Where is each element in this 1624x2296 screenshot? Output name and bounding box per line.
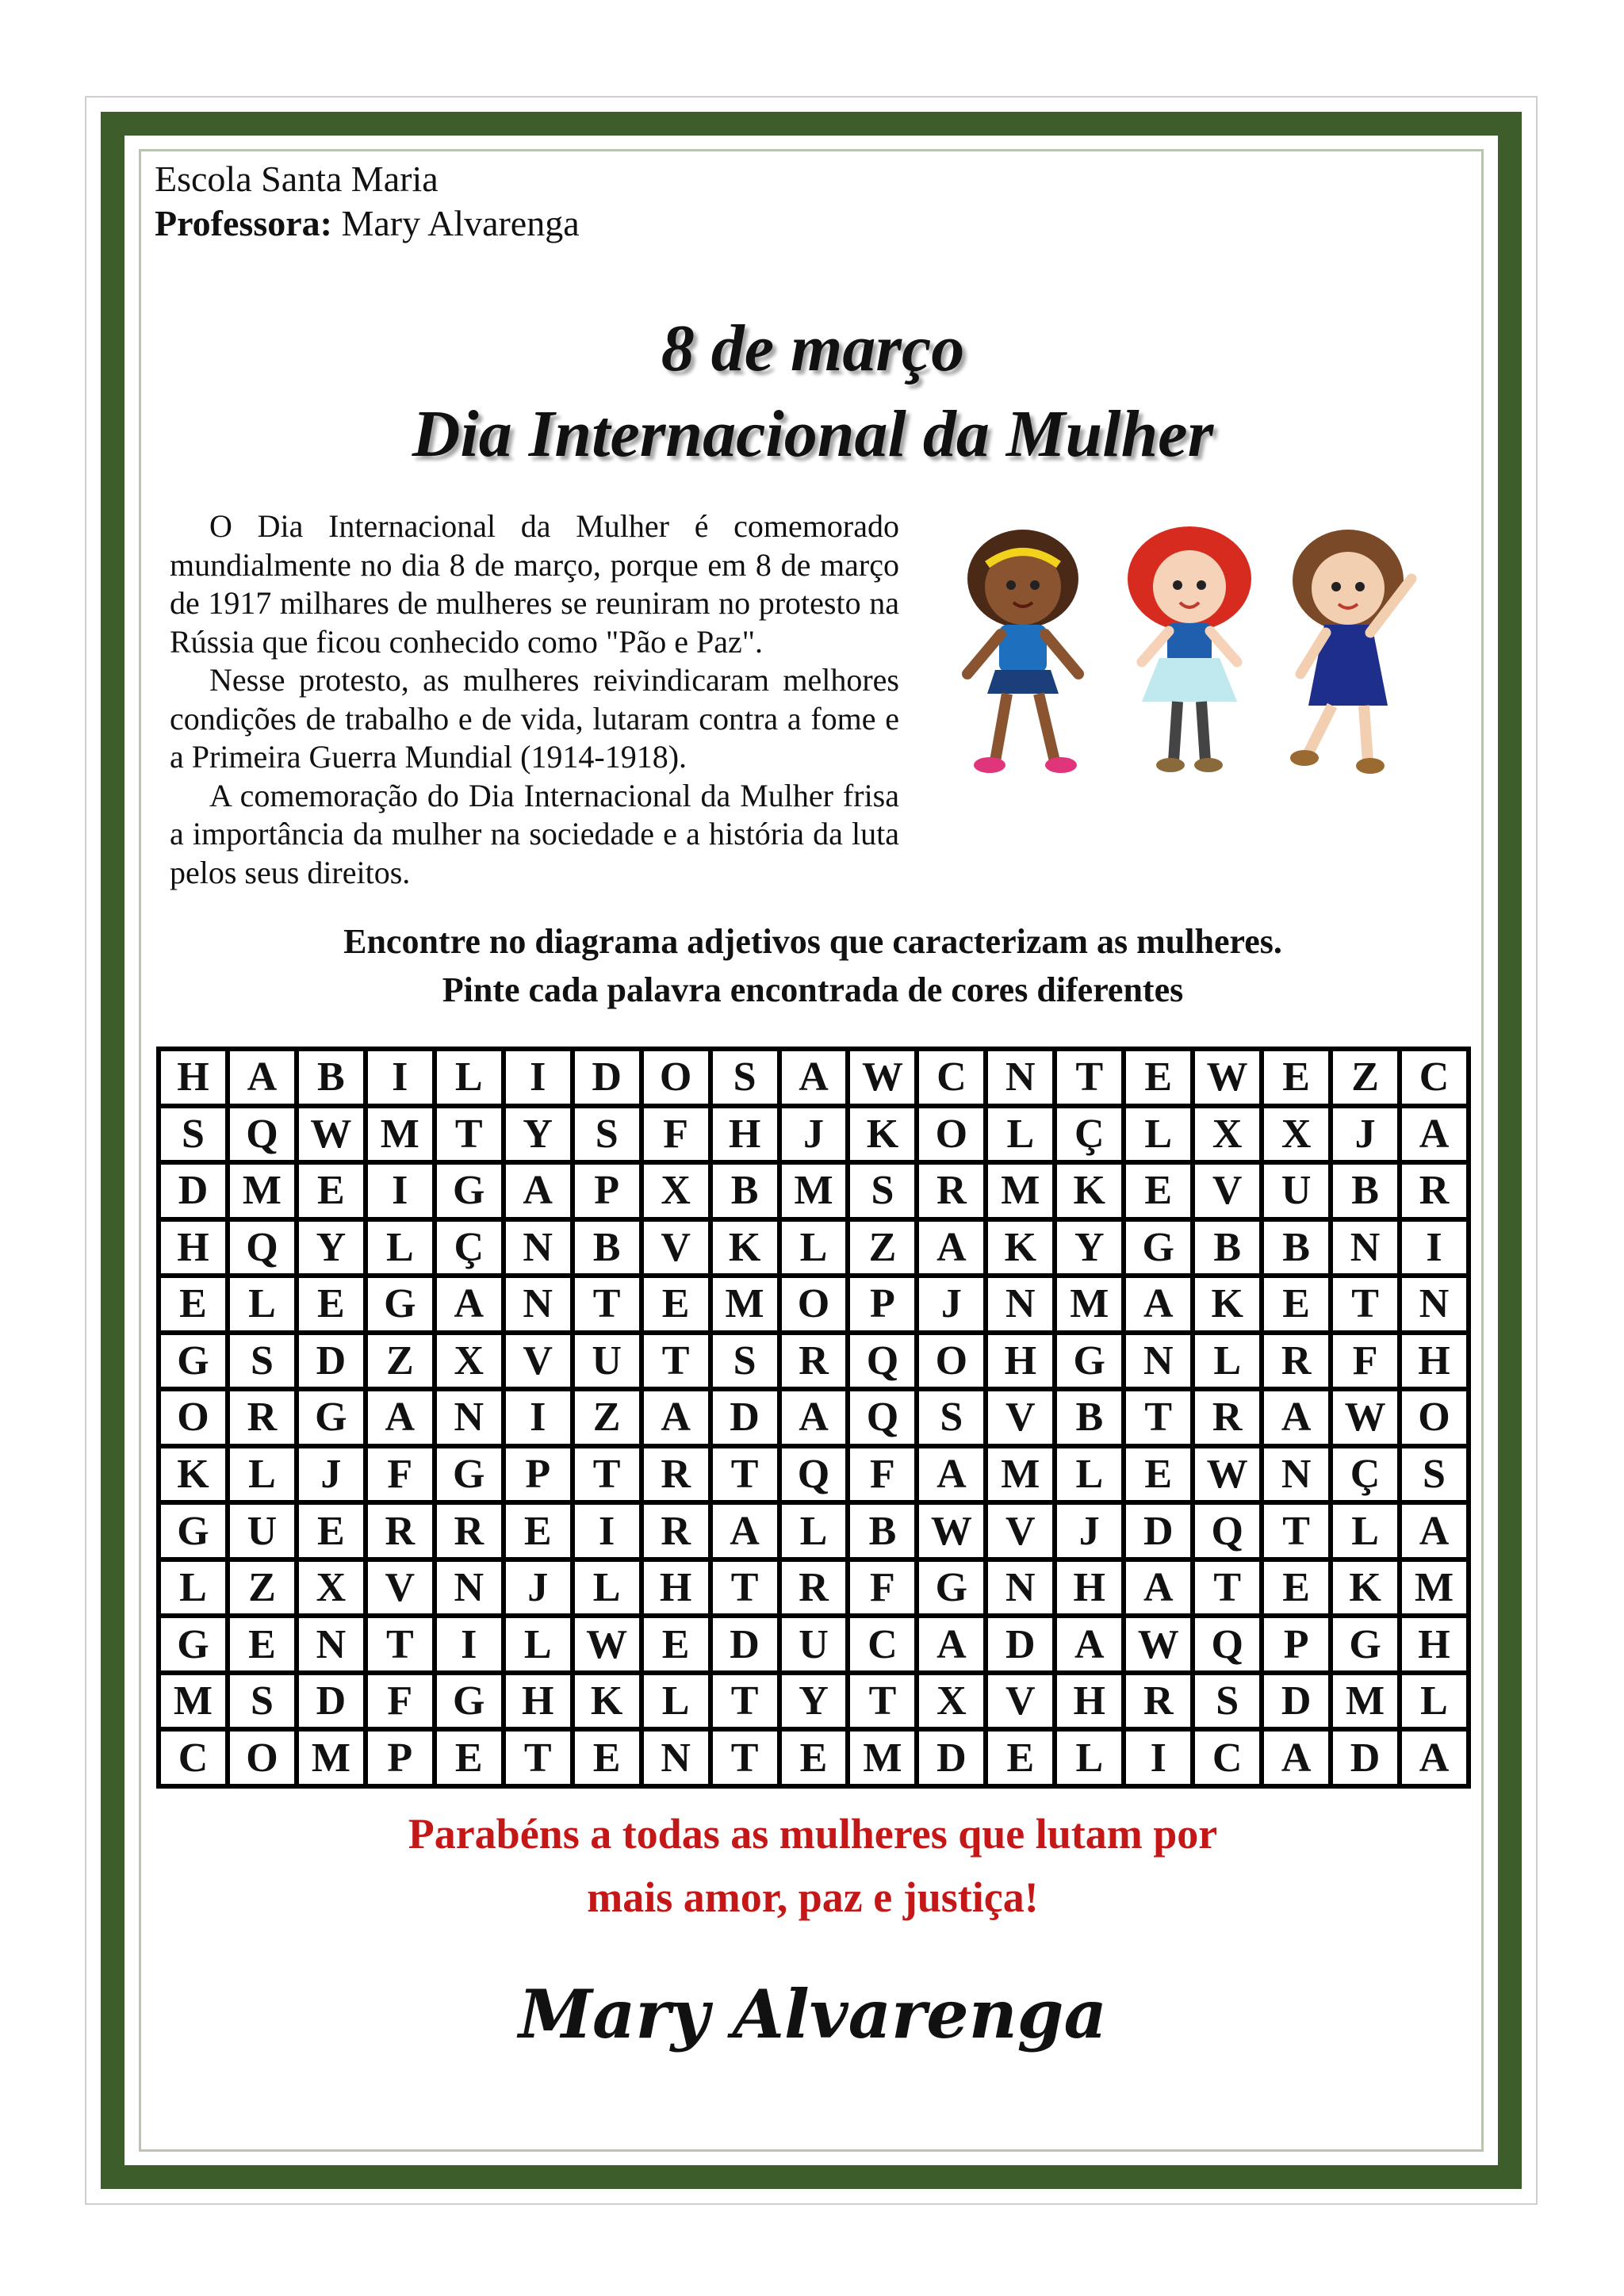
grid-cell: D [161, 1165, 225, 1217]
handwritten-signature [155, 1966, 1471, 2061]
grid-cell: O [161, 1391, 225, 1444]
grid-cell: H [506, 1675, 570, 1728]
grid-cell: B [1057, 1391, 1121, 1444]
grid-cell: D [1264, 1675, 1328, 1728]
grid-cell: A [230, 1051, 294, 1104]
grid-cell: M [988, 1165, 1052, 1217]
grid-cell: M [161, 1675, 225, 1728]
grid-cell: F [368, 1675, 432, 1728]
grid-cell: A [1126, 1562, 1190, 1614]
grid-cell: L [782, 1505, 846, 1557]
intro-paragraph-1: O Dia Internacional da Mulher é comemorado mundialmente no dia 8 de março, porque em 8 de março de 1917 milhares de mulheres se reuniram no protesto na Rússia que ficou conhecido como "Pão e Paz". [170, 508, 899, 660]
grid-cell: K [850, 1108, 914, 1161]
grid-cell: G [368, 1278, 432, 1330]
grid-cell: T [437, 1108, 501, 1161]
grid-cell: H [161, 1051, 225, 1104]
grid-cell: A [782, 1391, 846, 1444]
grid-cell: J [299, 1448, 363, 1501]
grid-cell: E [299, 1278, 363, 1330]
intro-text [170, 507, 899, 892]
grid-cell: W [1195, 1051, 1259, 1104]
header [155, 157, 580, 246]
grid-cell: K [1195, 1278, 1259, 1330]
grid-cell: P [850, 1278, 914, 1330]
grid-cell: G [299, 1391, 363, 1444]
grid-cell: L [1126, 1108, 1190, 1161]
grid-cell: T [1126, 1391, 1190, 1444]
grid-cell: N [988, 1278, 1052, 1330]
grid-cell: A [1264, 1732, 1328, 1784]
grid-cell: E [782, 1732, 846, 1784]
grid-cell: F [644, 1108, 708, 1161]
grid-cell: H [1402, 1618, 1466, 1670]
grid-cell: Q [230, 1222, 294, 1274]
grid-cell: M [230, 1165, 294, 1217]
grid-cell: L [782, 1222, 846, 1274]
grid-cell: T [506, 1732, 570, 1784]
grid-cell: T [1195, 1562, 1259, 1614]
grid-cell: E [1126, 1051, 1190, 1104]
grid-cell: C [850, 1618, 914, 1670]
grid-cell: S [1195, 1675, 1259, 1728]
grid-cell: B [850, 1505, 914, 1557]
grid-cell: K [713, 1222, 777, 1274]
grid-cell: T [713, 1732, 777, 1784]
grid-cell: M [850, 1732, 914, 1784]
grid-cell: N [1126, 1335, 1190, 1387]
grid-cell: G [437, 1448, 501, 1501]
grid-cell: L [161, 1562, 225, 1614]
grid-cell: S [1402, 1448, 1466, 1501]
grid-cell: Y [506, 1108, 570, 1161]
intro-paragraph-2: Nesse protesto, as mulheres reivindicaram melhores condições de trabalho e de vida, lutaram contra a fome e a Primeira Guerra Mundial (1914-1918). [170, 662, 899, 775]
grid-cell: H [1057, 1562, 1121, 1614]
grid-cell: A [437, 1278, 501, 1330]
grid-cell: U [230, 1505, 294, 1557]
grid-cell: M [988, 1448, 1052, 1501]
grid-cell: S [575, 1108, 639, 1161]
grid-cell: C [919, 1051, 983, 1104]
instructions-line-1: Encontre no diagrama adjetivos que caracterizam as mulheres. [343, 922, 1282, 961]
girl-middle [1128, 526, 1251, 772]
grid-cell: N [1264, 1448, 1328, 1501]
grid-cell: C [1402, 1051, 1466, 1104]
grid-cell: I [437, 1618, 501, 1670]
grid-cell: Q [850, 1391, 914, 1444]
grid-cell: E [575, 1732, 639, 1784]
grid-cell: H [988, 1335, 1052, 1387]
grid-cell: K [575, 1675, 639, 1728]
grid-cell: W [1195, 1448, 1259, 1501]
grid-cell: U [782, 1618, 846, 1670]
grid-cell: T [713, 1675, 777, 1728]
grid-cell: R [1264, 1335, 1328, 1387]
grid-cell: E [437, 1732, 501, 1784]
grid-cell: Ç [1057, 1108, 1121, 1161]
grid-cell: T [1057, 1051, 1121, 1104]
grid-cell: K [1057, 1165, 1121, 1217]
grid-cell: L [230, 1448, 294, 1501]
intro-paragraph-3: A comemoração do Dia Internacional da Mulher frisa a importância da mulher na sociedade e a história da luta pelos seus direitos. [170, 777, 899, 890]
grid-cell: A [919, 1448, 983, 1501]
grid-cell: X [644, 1165, 708, 1217]
teacher-label: Professora: [155, 203, 332, 243]
grid-cell: N [988, 1051, 1052, 1104]
grid-cell: V [368, 1562, 432, 1614]
grid-cell: S [161, 1108, 225, 1161]
grid-cell: A [368, 1391, 432, 1444]
grid-cell: D [575, 1051, 639, 1104]
grid-cell: D [919, 1732, 983, 1784]
grid-cell: J [919, 1278, 983, 1330]
grid-cell: A [713, 1505, 777, 1557]
grid-cell: O [644, 1051, 708, 1104]
grid-cell: E [1264, 1278, 1328, 1330]
grid-cell: V [506, 1335, 570, 1387]
grid-cell: V [1195, 1165, 1259, 1217]
grid-cell: M [782, 1165, 846, 1217]
grid-cell: T [1264, 1505, 1328, 1557]
grid-cell: L [575, 1562, 639, 1614]
grid-cell: E [1264, 1562, 1328, 1614]
grid-cell: E [988, 1732, 1052, 1784]
grid-cell: G [919, 1562, 983, 1614]
grid-cell: O [919, 1335, 983, 1387]
grid-cell: E [299, 1165, 363, 1217]
grid-cell: G [437, 1675, 501, 1728]
grid-cell: D [299, 1335, 363, 1387]
grid-cell: D [299, 1675, 363, 1728]
grid-cell: J [1057, 1505, 1121, 1557]
grid-cell: Z [1333, 1051, 1397, 1104]
grid-cell: L [988, 1108, 1052, 1161]
grid-cell: N [988, 1562, 1052, 1614]
grid-cell: Q [850, 1335, 914, 1387]
grid-cell: T [713, 1562, 777, 1614]
grid-cell: V [644, 1222, 708, 1274]
grid-cell: Q [1195, 1618, 1259, 1670]
grid-cell: U [575, 1335, 639, 1387]
grid-cell: E [230, 1618, 294, 1670]
school-name: Escola Santa Maria [155, 159, 439, 199]
grid-cell: G [161, 1618, 225, 1670]
grid-cell: S [919, 1391, 983, 1444]
grid-cell: F [850, 1562, 914, 1614]
grid-cell: Q [782, 1448, 846, 1501]
three-girls-illustration [936, 523, 1443, 793]
grid-cell: N [506, 1278, 570, 1330]
signature-text: Mary Alvarenga [519, 1975, 1107, 2053]
grid-cell: N [1402, 1278, 1466, 1330]
grid-cell: T [713, 1448, 777, 1501]
grid-cell: P [368, 1732, 432, 1784]
grid-cell: S [850, 1165, 914, 1217]
grid-cell: N [299, 1618, 363, 1670]
grid-cell: F [1333, 1335, 1397, 1387]
grid-cell: V [988, 1505, 1052, 1557]
grid-cell: E [161, 1278, 225, 1330]
grid-cell: L [368, 1222, 432, 1274]
grid-cell: X [437, 1335, 501, 1387]
grid-cell: E [1126, 1448, 1190, 1501]
grid-cell: D [713, 1618, 777, 1670]
grid-cell: H [1402, 1335, 1466, 1387]
grid-cell: E [299, 1505, 363, 1557]
grid-cell: L [1195, 1335, 1259, 1387]
grid-cell: M [368, 1108, 432, 1161]
grid-cell: D [988, 1618, 1052, 1670]
grid-cell: O [919, 1108, 983, 1161]
grid-cell: N [644, 1732, 708, 1784]
grid-cell: R [368, 1505, 432, 1557]
grid-cell: A [1402, 1732, 1466, 1784]
grid-cell: N [437, 1391, 501, 1444]
grid-cell: B [713, 1165, 777, 1217]
grid-cell: H [713, 1108, 777, 1161]
grid-cell: T [850, 1675, 914, 1728]
grid-cell: L [1333, 1505, 1397, 1557]
grid-cell: L [1057, 1448, 1121, 1501]
grid-cell: Y [1057, 1222, 1121, 1274]
grid-cell: G [1333, 1618, 1397, 1670]
grid-cell: P [506, 1448, 570, 1501]
grid-cell: B [1195, 1222, 1259, 1274]
teacher-line [155, 201, 580, 246]
grid-cell: G [437, 1165, 501, 1217]
grid-cell: D [1333, 1732, 1397, 1784]
grid-cell: L [1057, 1732, 1121, 1784]
grid-cell: M [1402, 1562, 1466, 1614]
grid-cell: Y [782, 1675, 846, 1728]
grid-cell: P [1264, 1618, 1328, 1670]
grid-cell: L [1402, 1675, 1466, 1728]
grid-cell: S [230, 1675, 294, 1728]
grid-cell: G [161, 1335, 225, 1387]
closing-line-1: Parabéns a todas as mulheres que lutam por [408, 1810, 1218, 1858]
grid-cell: R [437, 1505, 501, 1557]
grid-cell: M [299, 1732, 363, 1784]
grid-cell: I [506, 1051, 570, 1104]
grid-cell: R [919, 1165, 983, 1217]
grid-cell: E [1264, 1051, 1328, 1104]
teacher-name: Mary Alvarenga [331, 203, 580, 243]
grid-cell: E [1126, 1165, 1190, 1217]
grid-cell: W [1126, 1618, 1190, 1670]
grid-cell: B [1333, 1165, 1397, 1217]
grid-cell: I [1126, 1732, 1190, 1784]
grid-cell: D [1126, 1505, 1190, 1557]
grid-cell: T [575, 1448, 639, 1501]
grid-cell: G [1057, 1335, 1121, 1387]
grid-cell: M [1057, 1278, 1121, 1330]
grid-cell: X [299, 1562, 363, 1614]
grid-cell: Z [230, 1562, 294, 1614]
grid-cell: A [1402, 1108, 1466, 1161]
word-search-grid [156, 1047, 1471, 1789]
grid-cell: R [1195, 1391, 1259, 1444]
grid-cell: J [782, 1108, 846, 1161]
grid-cell: K [1333, 1562, 1397, 1614]
grid-cell: P [575, 1165, 639, 1217]
instructions-line-2: Pinte cada palavra encontrada de cores diferentes [442, 970, 1184, 1009]
grid-cell: R [644, 1448, 708, 1501]
grid-cell: D [713, 1391, 777, 1444]
grid-cell: J [1333, 1108, 1397, 1161]
grid-cell: A [919, 1618, 983, 1670]
grid-cell: F [850, 1448, 914, 1501]
grid-cell: L [506, 1618, 570, 1670]
grid-cell: Z [368, 1335, 432, 1387]
grid-cell: N [437, 1562, 501, 1614]
grid-cell: H [644, 1562, 708, 1614]
grid-cell: A [506, 1165, 570, 1217]
grid-cell: A [1126, 1278, 1190, 1330]
grid-cell: Q [230, 1108, 294, 1161]
grid-cell: I [368, 1051, 432, 1104]
grid-cell: M [1333, 1675, 1397, 1728]
grid-cell: E [644, 1278, 708, 1330]
grid-cell: W [1333, 1391, 1397, 1444]
grid-cell: O [230, 1732, 294, 1784]
grid-cell: X [919, 1675, 983, 1728]
grid-cell: R [644, 1505, 708, 1557]
page-title: Dia Internacional da Mulher [412, 397, 1214, 471]
grid-cell: M [713, 1278, 777, 1330]
grid-cell: U [1264, 1165, 1328, 1217]
grid-cell: H [1057, 1675, 1121, 1728]
grid-cell: T [1333, 1278, 1397, 1330]
grid-cell: F [368, 1448, 432, 1501]
page-title-date: 8 de março [661, 312, 965, 385]
grid-cell: T [644, 1335, 708, 1387]
grid-cell: A [1264, 1391, 1328, 1444]
grid-cell: T [575, 1278, 639, 1330]
grid-cell: N [506, 1222, 570, 1274]
grid-cell: W [575, 1618, 639, 1670]
grid-cell: R [1126, 1675, 1190, 1728]
grid-cell: W [919, 1505, 983, 1557]
grid-cell: B [575, 1222, 639, 1274]
grid-cell: A [1057, 1618, 1121, 1670]
grid-cell: G [1126, 1222, 1190, 1274]
grid-cell: Z [850, 1222, 914, 1274]
grid-cell: A [782, 1051, 846, 1104]
grid-cell: A [644, 1391, 708, 1444]
grid-cell: L [644, 1675, 708, 1728]
grid-cell: A [919, 1222, 983, 1274]
closing-line-2: mais amor, paz e justiça! [587, 1873, 1039, 1921]
grid-cell: C [161, 1732, 225, 1784]
grid-cell: B [299, 1051, 363, 1104]
grid-cell: R [782, 1335, 846, 1387]
grid-cell: V [988, 1675, 1052, 1728]
grid-cell: S [713, 1051, 777, 1104]
grid-cell: C [1195, 1732, 1259, 1784]
grid-cell: Z [575, 1391, 639, 1444]
grid-cell: A [1402, 1505, 1466, 1557]
grid-cell: W [850, 1051, 914, 1104]
grid-cell: K [161, 1448, 225, 1501]
grid-cell: B [1264, 1222, 1328, 1274]
grid-cell: R [230, 1391, 294, 1444]
grid-cell: E [506, 1505, 570, 1557]
grid-cell: L [230, 1278, 294, 1330]
grid-cell: X [1195, 1108, 1259, 1161]
grid-cell: L [437, 1051, 501, 1104]
grid-cell: I [368, 1165, 432, 1217]
grid-cell: I [1402, 1222, 1466, 1274]
girl-left [967, 530, 1078, 773]
grid-cell: O [1402, 1391, 1466, 1444]
grid-cell: G [161, 1505, 225, 1557]
grid-cell: R [1402, 1165, 1466, 1217]
grid-cell: N [1333, 1222, 1397, 1274]
grid-cell: K [988, 1222, 1052, 1274]
grid-cell: T [368, 1618, 432, 1670]
grid-cell: Y [299, 1222, 363, 1274]
grid-cell: X [1264, 1108, 1328, 1161]
grid-cell: H [161, 1222, 225, 1274]
grid-cell: I [506, 1391, 570, 1444]
grid-cell: Ç [1333, 1448, 1397, 1501]
grid-cell: W [299, 1108, 363, 1161]
grid-cell: Q [1195, 1505, 1259, 1557]
grid-cell: J [506, 1562, 570, 1614]
grid-cell: S [713, 1335, 777, 1387]
grid-cell: S [230, 1335, 294, 1387]
grid-cell: Ç [437, 1222, 501, 1274]
grid-cell: O [782, 1278, 846, 1330]
grid-cell: R [782, 1562, 846, 1614]
grid-cell: I [575, 1505, 639, 1557]
girl-right [1290, 530, 1411, 774]
grid-cell: E [644, 1618, 708, 1670]
grid-cell: V [988, 1391, 1052, 1444]
